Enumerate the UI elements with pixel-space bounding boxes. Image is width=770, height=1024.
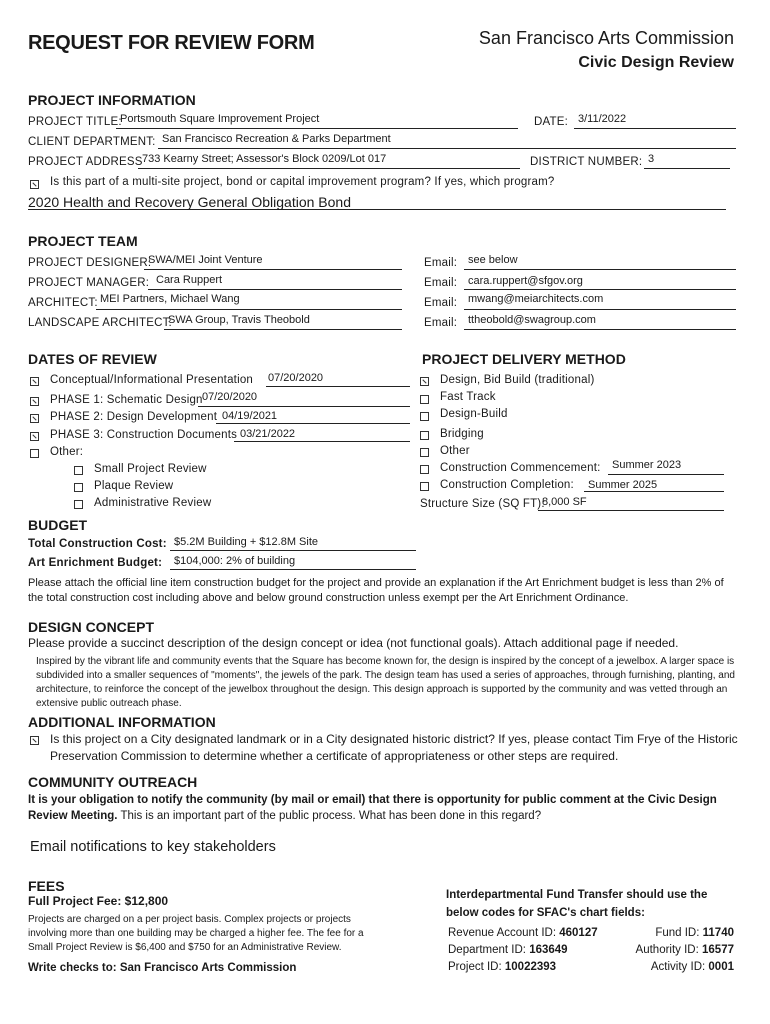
small-project-label: Small Project Review <box>94 463 207 475</box>
conceptual-checkbox[interactable] <box>30 377 39 386</box>
plaque-checkbox[interactable] <box>74 483 83 492</box>
district-field[interactable]: 3 <box>648 153 655 165</box>
delivery-other-checkbox[interactable] <box>420 448 429 457</box>
design-concept-prompt: Please provide a succinct description of the design concept or idea (not functional goals). Attach additional page if needed. <box>28 636 679 650</box>
phase2-checkbox[interactable] <box>30 414 39 423</box>
structure-size-label: Structure Size (SQ FT): <box>420 498 545 510</box>
conceptual-label: Conceptual/Informational Presentation <box>50 374 254 386</box>
full-fee: Full Project Fee: $12,800 <box>28 894 169 908</box>
client-field[interactable]: San Francisco Recreation & Parks Department <box>162 133 391 145</box>
project-title-field[interactable]: Portsmouth Square Improvement Project <box>120 113 320 125</box>
completion-label: Construction Completion: <box>440 479 574 491</box>
phase1-checkbox[interactable] <box>30 397 39 406</box>
manager-label: PROJECT MANAGER: <box>28 277 150 289</box>
section-heading-dates: DATES OF REVIEW <box>28 351 157 367</box>
architect-email-field[interactable]: mwang@meiarchitects.com <box>468 293 604 305</box>
architect-field[interactable]: MEI Partners, Michael Wang <box>100 293 240 305</box>
delivery-other-label: Other <box>440 445 470 457</box>
manager-email-field[interactable]: cara.ruppert@sfgov.org <box>468 275 583 287</box>
address-label: PROJECT ADDRESS <box>28 156 143 168</box>
phase2-date-field[interactable]: 04/19/2021 <box>222 410 278 422</box>
email-label: Email: <box>424 297 458 309</box>
phase1-label: PHASE 1: Schematic Design <box>50 394 203 406</box>
structure-size-field[interactable]: 8,000 SF <box>542 496 587 508</box>
project-title-label: PROJECT TITLE: <box>28 116 122 128</box>
dept-name: Civic Design Review <box>578 54 734 71</box>
date-label: DATE: <box>534 116 569 128</box>
other-checkbox[interactable] <box>30 449 39 458</box>
total-cost-field[interactable]: $5.2M Building + $12.8M Site <box>174 536 319 548</box>
total-cost-label: Total Construction Cost: <box>28 538 167 550</box>
architect-label: ARCHITECT: <box>28 297 98 309</box>
section-heading-project-info: PROJECT INFORMATION <box>28 92 196 108</box>
phase3-checkbox[interactable] <box>30 432 39 441</box>
designer-email-field[interactable]: see below <box>468 254 518 266</box>
date-field[interactable]: 3/11/2022 <box>578 113 627 125</box>
art-budget-field[interactable]: $104,000: 2% of building <box>174 555 296 567</box>
commencement-checkbox[interactable] <box>420 465 429 474</box>
transfer-heading: Interdepartmental Fund Transfer should use the below codes for SFAC's chart fields: <box>446 889 708 919</box>
designer-label: PROJECT DESIGNER: <box>28 257 152 269</box>
email-label: Email: <box>424 277 458 289</box>
section-heading-fees: FEES <box>28 878 65 894</box>
program-field[interactable]: 2020 Health and Recovery General Obligation Bond <box>28 194 351 210</box>
bridging-label: Bridging <box>440 428 484 440</box>
code-authority: Authority ID: 16577 <box>635 944 734 956</box>
art-budget-label: Art Enrichment Budget: <box>28 557 163 569</box>
code-revenue-account: Revenue Account ID: 460127 <box>448 927 598 939</box>
district-label: DISTRICT NUMBER: <box>530 156 643 168</box>
section-heading-outreach: COMMUNITY OUTREACH <box>28 774 198 790</box>
manager-field[interactable]: Cara Ruppert <box>156 274 223 286</box>
phase1-date-field[interactable]: 07/20/2020 <box>202 391 258 403</box>
commencement-label: Construction Commencement: <box>440 462 601 474</box>
design-build-label: Design-Build <box>440 408 508 420</box>
phase2-label: PHASE 2: Design Development <box>50 411 218 423</box>
section-heading-design-concept: DESIGN CONCEPT <box>28 619 155 635</box>
client-label: CLIENT DEPARTMENT: <box>28 136 156 148</box>
administrative-checkbox[interactable] <box>74 500 83 509</box>
address-field[interactable]: 733 Kearny Street; Assessor's Block 0209/Lot 017 <box>142 153 387 165</box>
phase3-label: PHASE 3: Construction Documents <box>50 429 238 441</box>
phase3-date-field[interactable]: 03/21/2022 <box>240 428 296 440</box>
fees-note: Projects are charged on a per project basis. Complex projects or projects involving more than one building may be charged a higher fee. The fee for a Small Project Review is $6,400 and $750 for an Administrative Review. <box>28 914 364 953</box>
designer-field[interactable]: SWA/MEI Joint Venture <box>148 254 263 266</box>
landmark-checkbox[interactable] <box>30 736 39 745</box>
design-concept-field[interactable]: Inspired by the vibrant life and community events that the Square has become known for, the design is inspired by the concept of a jewelbox. A larger space is subdivided into a smaller sequences of "moments", the jewels of the park. The design team has used a series of approaches, through furnishing, planting, and architecture, to reinforce the concept of the jewelbox throughout the design. This design approach is supported by the community and was vetted through an extensive public outreach phase. <box>36 656 735 707</box>
small-project-checkbox[interactable] <box>74 466 83 475</box>
section-heading-additional: ADDITIONAL INFORMATION <box>28 714 216 730</box>
commencement-field[interactable]: Summer 2023 <box>612 459 682 471</box>
code-activity: Activity ID: 0001 <box>650 961 734 973</box>
code-department: Department ID: 163649 <box>448 944 568 956</box>
multisite-checkbox[interactable] <box>30 180 39 189</box>
bridging-checkbox[interactable] <box>420 431 429 440</box>
completion-checkbox[interactable] <box>420 482 429 491</box>
completion-field[interactable]: Summer 2025 <box>588 479 658 491</box>
design-bid-build-checkbox[interactable] <box>420 377 429 386</box>
landmark-question: Is this project on a City designated landmark or in a City designated historic district? If yes, please contact Tim Frye of the Historic Preservation Commission to determine whether a certificate of appropriateness or other steps are required. <box>50 732 738 763</box>
write-checks: Write checks to: San Francisco Arts Commission <box>28 962 297 974</box>
other-label: Other: <box>50 446 84 458</box>
budget-note: Please attach the official line item construction budget for the project and provide an explanation if the Art Enrichment budget is less than 2% of the total construction cost including above and below ground construction unless exempt per the Art Enrichment Ordinance. <box>28 577 724 604</box>
email-label: Email: <box>424 257 458 269</box>
outreach-text <box>28 792 740 824</box>
email-label: Email: <box>424 317 458 329</box>
landscape-email-field[interactable]: ttheobold@swagroup.com <box>468 314 596 326</box>
administrative-label: Administrative Review <box>94 497 212 509</box>
fast-track-label: Fast Track <box>440 391 496 403</box>
section-heading-delivery: PROJECT DELIVERY METHOD <box>422 351 626 367</box>
outreach-answer-field[interactable]: Email notifications to key stakeholders <box>30 839 276 855</box>
form-title: REQUEST FOR REVIEW FORM <box>28 32 315 54</box>
design-build-checkbox[interactable] <box>420 412 429 421</box>
landscape-architect-field[interactable]: SWA Group, Travis Theobold <box>168 314 310 326</box>
multisite-question: Is this part of a multi-site project, bond or capital improvement program? If yes, which program? <box>50 176 555 188</box>
code-fund: Fund ID: 11740 <box>655 927 734 939</box>
landscape-architect-label: LANDSCAPE ARCHITECT: <box>28 317 172 329</box>
plaque-label: Plaque Review <box>94 480 174 492</box>
outreach-bold-text: It is your obligation to notify the community (by mail or email) that there is opportunity for public comment at the Civic Design Review Meeting. <box>28 794 717 822</box>
code-project: Project ID: 10022393 <box>448 961 557 973</box>
conceptual-date-field[interactable]: 07/20/2020 <box>268 372 324 384</box>
design-bid-build-label: Design, Bid Build (traditional) <box>440 374 595 386</box>
outreach-rest-text: This is an important part of the public process. What has been done in this regard? <box>120 810 542 822</box>
fast-track-checkbox[interactable] <box>420 395 429 404</box>
section-heading-budget: BUDGET <box>28 517 88 533</box>
section-heading-project-team: PROJECT TEAM <box>28 233 138 249</box>
org-name: San Francisco Arts Commission <box>478 28 734 48</box>
